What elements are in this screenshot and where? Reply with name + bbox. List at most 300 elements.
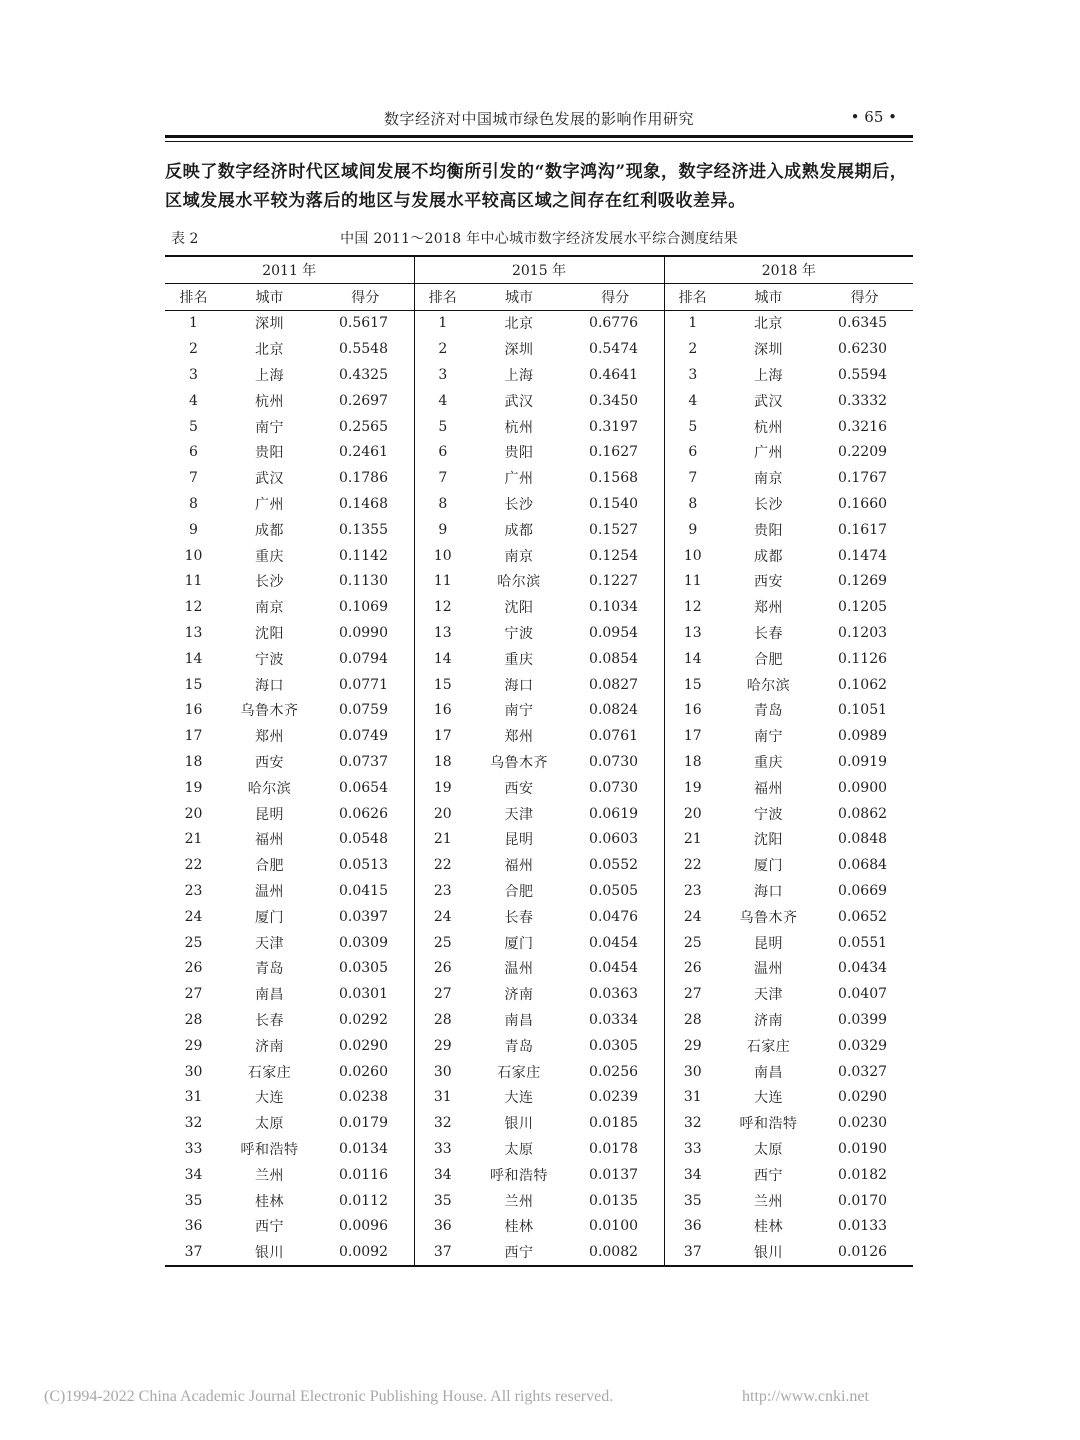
cell-2011-rank: 22 (184, 857, 203, 874)
cell-2015-city: 海口 (504, 677, 534, 694)
cell-2011-score: 0.1786 (317, 465, 414, 491)
cell-2018-city: 西宁 (754, 1167, 784, 1184)
cell-2015-city: 兰州 (504, 1193, 534, 1210)
cell-2015-score: 0.0454 (567, 956, 664, 982)
cell-2011-city: 海口 (255, 677, 284, 694)
column-header-rank: 排名 (165, 283, 222, 310)
cell-2011-city: 合肥 (255, 858, 284, 875)
cell-2018-score: 0.1126 (838, 650, 888, 667)
cell-2015-rank: 26 (433, 960, 452, 977)
cell-2011-rank: 28 (184, 1012, 203, 1028)
column-header-city: 城市 (222, 283, 317, 310)
cell-2011-city: 哈尔滨 (247, 780, 292, 797)
cell-2015-score: 0.6776 (567, 310, 664, 336)
cell-2018-city: 深圳 (754, 342, 784, 359)
cell-2015-rank: 7 (438, 470, 448, 487)
cell-2015-score: 0.0954 (567, 620, 664, 646)
cell-2015-city: 宁波 (504, 626, 534, 643)
cell-2015-score: 0.0603 (567, 827, 664, 853)
cell-2011-rank: 8 (189, 496, 198, 513)
cell-2011-score: 0.0513 (317, 852, 414, 878)
cell-2015-rank: 34 (433, 1166, 452, 1183)
cell-2018-score: 0.0551 (838, 934, 888, 951)
cell-2015-rank: 21 (433, 831, 452, 848)
results-table (165, 255, 913, 1267)
cell-2011-score: 0.0626 (317, 801, 414, 827)
cell-2015-city: 武汉 (504, 393, 534, 410)
cell-2018-score: 0.3216 (838, 418, 888, 435)
footer-url: http://www.cnki.net (742, 1388, 869, 1405)
cell-2015-score: 0.1540 (567, 491, 664, 517)
cell-2018-city: 银川 (754, 1245, 784, 1262)
cell-2011-score: 0.0397 (317, 904, 414, 930)
cell-2018-score: 0.1203 (838, 625, 888, 642)
cell-2015-score: 0.1034 (567, 594, 664, 620)
cell-2018-city: 乌鲁木齐 (739, 909, 798, 926)
cell-2015-rank: 14 (433, 650, 452, 667)
cell-2011-rank: 30 (184, 1063, 203, 1080)
cell-2018-rank: 13 (683, 625, 702, 642)
cell-2015-city: 深圳 (504, 342, 534, 359)
cell-2015-score: 0.1568 (567, 465, 664, 491)
cell-2018-city: 沈阳 (754, 832, 784, 849)
table-row (165, 388, 913, 414)
cell-2018-city: 西安 (754, 574, 784, 591)
cell-2011-rank: 15 (184, 676, 203, 693)
cell-2015-city: 南昌 (504, 1013, 534, 1029)
cell-2015-city: 贵阳 (504, 445, 534, 462)
cell-2011-city: 重庆 (255, 548, 284, 565)
cell-2018-score: 0.0190 (838, 1140, 888, 1157)
cell-2015-rank: 31 (433, 1089, 452, 1106)
cell-2015-city: 合肥 (504, 884, 534, 901)
table-row (165, 749, 913, 775)
cell-2015-city: 郑州 (504, 729, 534, 746)
cell-2011-rank: 24 (184, 908, 203, 925)
cell-2015-rank: 25 (433, 934, 452, 951)
cell-2011-score: 0.0309 (317, 930, 414, 956)
cell-2011-rank: 6 (189, 444, 198, 461)
cell-2018-city: 南昌 (754, 1064, 784, 1081)
cell-2011-rank: 14 (184, 650, 203, 667)
column-header-rank: 排名 (414, 283, 471, 310)
cell-2018-rank: 17 (683, 728, 702, 745)
cell-2011-rank: 26 (184, 960, 203, 977)
cell-2018-city: 北京 (754, 316, 784, 333)
cell-2011-score: 0.1069 (317, 594, 414, 620)
table-row (165, 1033, 913, 1059)
cell-2011-city: 广州 (255, 497, 284, 514)
cell-2011-score: 0.0749 (317, 723, 414, 749)
cell-2018-city: 大连 (754, 1090, 784, 1107)
table-row (165, 543, 913, 569)
cell-2018-score: 0.0290 (838, 1089, 888, 1106)
cell-2015-score: 0.0334 (567, 1007, 664, 1033)
cell-2018-rank: 12 (683, 599, 702, 616)
cell-2015-city: 成都 (504, 522, 534, 539)
page-number: • 65 • (850, 108, 897, 126)
cell-2018-rank: 14 (683, 650, 702, 667)
cell-2018-score: 0.0919 (838, 754, 888, 771)
table-row (165, 956, 913, 982)
cell-2015-score: 0.0730 (567, 775, 664, 801)
cell-2018-rank: 26 (683, 960, 702, 977)
cell-2011-city: 西宁 (255, 1219, 284, 1236)
cell-2011-rank: 21 (184, 831, 203, 848)
cell-2011-score: 0.0260 (317, 1059, 414, 1085)
cell-2018-city: 武汉 (754, 393, 784, 410)
footer-copyright: (C)1994-2022 China Academic Journal Electronic Publishing House. All rights reserved. (44, 1388, 614, 1405)
cell-2015-rank: 4 (438, 392, 448, 409)
cell-2011-city: 石家庄 (247, 1064, 292, 1081)
table-row (165, 310, 913, 336)
cell-2018-score: 0.0230 (838, 1115, 888, 1132)
cell-2011-city: 上海 (255, 368, 284, 385)
cell-2018-city: 太原 (754, 1141, 784, 1158)
cell-2011-rank: 36 (184, 1218, 203, 1235)
cell-2011-score: 0.2461 (317, 440, 414, 466)
cell-2011-rank: 17 (184, 728, 203, 745)
cell-2011-rank: 27 (184, 986, 203, 1003)
cell-2015-rank: 1 (438, 315, 448, 332)
cell-2011-city: 郑州 (255, 729, 284, 746)
cell-2015-rank: 15 (433, 676, 452, 693)
cell-2015-score: 0.3197 (567, 414, 664, 440)
cell-2018-score: 0.0900 (838, 779, 888, 796)
cell-2011-rank: 35 (184, 1192, 203, 1209)
table-row (165, 723, 913, 749)
cell-2011-score: 0.0415 (317, 878, 414, 904)
cell-2011-city: 济南 (255, 1038, 284, 1055)
table-row (165, 594, 913, 620)
cell-2011-rank: 1 (189, 315, 198, 332)
cell-2018-city: 石家庄 (746, 1038, 791, 1055)
cell-2015-score: 0.5474 (567, 336, 664, 362)
cell-2018-city: 厦门 (754, 858, 784, 875)
cell-2018-city: 济南 (754, 1013, 784, 1029)
table-row (165, 827, 913, 853)
body-paragraph: 反映了数字经济时代区域间发展不均衡所引发的“数字鸿沟”现象，数字经济进入成熟发展期后，区域发展水平较为落后的地区与发展水平较高区域之间存在红利吸收差异。 (165, 162, 908, 211)
cell-2011-city: 温州 (255, 884, 284, 901)
cell-2015-city: 天津 (504, 806, 534, 823)
cell-2015-score: 0.0135 (567, 1188, 664, 1214)
cell-2011-score: 0.0301 (317, 981, 414, 1007)
cell-2011-score: 0.0290 (317, 1033, 414, 1059)
cell-2018-rank: 8 (688, 496, 698, 513)
cell-2011-score: 0.2697 (317, 388, 414, 414)
cell-2018-rank: 32 (683, 1115, 702, 1132)
cell-2015-rank: 28 (433, 1012, 452, 1028)
cell-2015-score: 0.0454 (567, 930, 664, 956)
year-header-2011: 2011 年 (165, 256, 414, 283)
cell-2015-score: 0.0854 (567, 646, 664, 672)
cell-2018-rank: 27 (683, 986, 702, 1003)
table-row (165, 672, 913, 698)
cell-2018-city: 南宁 (754, 729, 784, 746)
cell-2018-rank: 9 (688, 521, 698, 538)
cell-2018-city: 哈尔滨 (746, 677, 791, 694)
cell-2018-rank: 6 (688, 444, 698, 461)
table-row (165, 362, 913, 388)
cell-2018-score: 0.0652 (838, 908, 888, 925)
cell-2011-score: 0.0116 (317, 1162, 414, 1188)
cell-2018-score: 0.5594 (838, 367, 888, 384)
cell-2018-rank: 5 (688, 418, 698, 435)
cell-2015-score: 0.0827 (567, 672, 664, 698)
cell-2011-rank: 23 (184, 883, 203, 900)
cell-2015-rank: 18 (433, 754, 452, 771)
cell-2015-rank: 29 (433, 1037, 452, 1054)
cell-2018-score: 0.0669 (838, 883, 888, 900)
cell-2011-rank: 4 (189, 392, 198, 409)
cell-2018-score: 0.0434 (838, 960, 888, 977)
cell-2011-score: 0.0092 (317, 1239, 414, 1266)
cell-2015-city: 石家庄 (497, 1064, 541, 1081)
table-row (165, 1007, 913, 1033)
cell-2011-score: 0.5617 (317, 310, 414, 336)
cell-2018-score: 0.0182 (838, 1166, 888, 1183)
cell-2018-score: 0.1767 (838, 470, 888, 487)
cell-2018-city: 海口 (754, 884, 784, 901)
cell-2018-rank: 11 (683, 573, 702, 590)
cell-2015-city: 西安 (504, 780, 534, 797)
table-row (165, 698, 913, 724)
cell-2011-city: 南宁 (255, 419, 284, 436)
cell-2018-city: 宁波 (754, 806, 784, 823)
cell-2015-city: 长沙 (504, 497, 534, 514)
cell-2015-rank: 32 (433, 1115, 452, 1132)
cell-2018-city: 上海 (754, 368, 784, 385)
cell-2018-city: 贵阳 (754, 522, 784, 539)
cell-2018-rank: 28 (683, 1012, 702, 1028)
table-row (165, 1188, 913, 1214)
column-header-rank: 排名 (664, 283, 721, 310)
cell-2018-score: 0.2209 (838, 444, 888, 461)
cell-2015-score: 0.1527 (567, 517, 664, 543)
table-row (165, 491, 913, 517)
cell-2011-city: 呼和浩特 (240, 1141, 299, 1158)
cell-2018-score: 0.3332 (838, 392, 888, 409)
cell-2018-score: 0.1269 (838, 573, 888, 590)
cell-2011-score: 0.0238 (317, 1085, 414, 1111)
cell-2018-city: 广州 (754, 445, 784, 462)
cell-2018-score: 0.1062 (838, 676, 888, 693)
cell-2015-city: 福州 (504, 858, 534, 875)
table-row (165, 1213, 913, 1239)
cell-2015-rank: 37 (433, 1244, 452, 1261)
cell-2015-score: 0.0824 (567, 698, 664, 724)
cell-2015-score: 0.0185 (567, 1110, 664, 1136)
cell-2015-rank: 23 (433, 883, 452, 900)
table-row (165, 1162, 913, 1188)
cell-2011-score: 0.0771 (317, 672, 414, 698)
cell-2015-score: 0.0505 (567, 878, 664, 904)
table-caption (165, 228, 913, 250)
cell-2011-score: 0.0654 (317, 775, 414, 801)
cell-2015-city: 上海 (504, 368, 534, 385)
cell-2015-rank: 33 (433, 1140, 452, 1157)
cell-2015-score: 0.0363 (567, 981, 664, 1007)
year-header-2018: 2018 年 (664, 256, 913, 283)
cell-2015-rank: 11 (433, 573, 452, 590)
cell-2018-city: 成都 (754, 548, 784, 565)
cell-2011-city: 银川 (255, 1245, 284, 1262)
cell-2018-rank: 18 (683, 754, 702, 771)
cell-2015-city: 广州 (504, 471, 534, 488)
cell-2015-score: 0.0178 (567, 1136, 664, 1162)
cell-2018-score: 0.0862 (838, 805, 888, 822)
cell-2018-rank: 23 (683, 883, 702, 900)
cell-2018-score: 0.0407 (838, 986, 888, 1003)
cell-2018-city: 长沙 (754, 497, 784, 514)
cell-2018-rank: 37 (683, 1244, 702, 1261)
cell-2011-city: 乌鲁木齐 (240, 703, 299, 720)
cell-2018-rank: 20 (683, 805, 702, 822)
cell-2011-score: 0.1142 (317, 543, 414, 569)
cell-2011-rank: 12 (184, 599, 203, 616)
table-row (165, 336, 913, 362)
column-header-score: 得分 (567, 283, 664, 310)
cell-2015-city: 昆明 (504, 832, 534, 849)
cell-2015-score: 0.0619 (567, 801, 664, 827)
cell-2018-city: 桂林 (754, 1219, 784, 1236)
cell-2011-rank: 9 (189, 521, 198, 538)
cell-2011-city: 长春 (255, 1013, 284, 1029)
cell-2018-rank: 33 (683, 1140, 702, 1157)
column-header-row (165, 283, 913, 310)
cell-2018-score: 0.1660 (838, 496, 888, 513)
cell-2018-rank: 24 (683, 908, 702, 925)
cell-2015-score: 0.0305 (567, 1033, 664, 1059)
cell-2018-rank: 25 (683, 934, 702, 951)
cell-2011-score: 0.5548 (317, 336, 414, 362)
cell-2015-city: 沈阳 (504, 600, 534, 617)
cell-2018-score: 0.1474 (838, 547, 888, 564)
table-row (165, 440, 913, 466)
cell-2011-rank: 19 (184, 779, 203, 796)
cell-2018-score: 0.1617 (838, 521, 888, 538)
table-row (165, 981, 913, 1007)
cell-2011-score: 0.0112 (317, 1188, 414, 1214)
cell-2018-rank: 16 (683, 702, 702, 719)
cell-2011-city: 大连 (255, 1090, 284, 1107)
cell-2015-rank: 27 (433, 986, 452, 1003)
table-row (165, 801, 913, 827)
cell-2018-city: 天津 (754, 987, 784, 1004)
table-row (165, 1110, 913, 1136)
table-row (165, 904, 913, 930)
cell-2018-city: 温州 (754, 961, 784, 978)
cell-2018-city: 昆明 (754, 935, 784, 952)
cell-2015-score: 0.1254 (567, 543, 664, 569)
cell-2011-city: 深圳 (255, 316, 284, 333)
table-row (165, 414, 913, 440)
cell-2018-score: 0.0329 (838, 1037, 888, 1054)
cell-2011-rank: 20 (184, 805, 203, 822)
cell-2018-score: 0.6230 (838, 341, 888, 358)
cell-2011-rank: 29 (184, 1037, 203, 1054)
cell-2011-city: 南昌 (255, 987, 284, 1004)
cell-2011-city: 西安 (255, 755, 284, 772)
cell-2011-city: 沈阳 (255, 626, 284, 643)
cell-2018-rank: 19 (683, 779, 702, 796)
cell-2011-city: 成都 (255, 522, 284, 539)
cell-2015-score: 0.0137 (567, 1162, 664, 1188)
cell-2018-rank: 22 (683, 857, 702, 874)
cell-2015-city: 青岛 (504, 1038, 534, 1055)
cell-2011-score: 0.1355 (317, 517, 414, 543)
cell-2018-rank: 10 (683, 547, 702, 564)
cell-2011-rank: 7 (189, 470, 198, 487)
cell-2015-city: 呼和浩特 (490, 1167, 549, 1184)
cell-2018-rank: 4 (688, 392, 698, 409)
cell-2011-city: 太原 (255, 1116, 284, 1133)
table-body (165, 310, 913, 1266)
cell-2011-rank: 10 (184, 547, 203, 564)
cell-2015-city: 乌鲁木齐 (490, 755, 549, 772)
cell-2015-rank: 9 (438, 521, 448, 538)
cell-2018-city: 兰州 (754, 1193, 784, 1210)
cell-2015-rank: 2 (438, 341, 448, 358)
cell-2011-score: 0.1130 (317, 569, 414, 595)
cell-2015-rank: 35 (433, 1192, 452, 1209)
cell-2018-score: 0.6345 (838, 315, 888, 332)
cell-2011-city: 南京 (255, 600, 284, 617)
table-row (165, 1239, 913, 1266)
cell-2011-rank: 34 (184, 1166, 203, 1183)
table-row (165, 775, 913, 801)
cell-2015-score: 0.0256 (567, 1059, 664, 1085)
cell-2015-score: 0.1627 (567, 440, 664, 466)
cell-2011-score: 0.0179 (317, 1110, 414, 1136)
cell-2018-score: 0.0684 (838, 857, 888, 874)
cell-2011-city: 武汉 (255, 471, 284, 488)
column-header-score: 得分 (317, 283, 414, 310)
cell-2011-score: 0.0292 (317, 1007, 414, 1033)
cell-2018-rank: 35 (683, 1192, 702, 1209)
table-row (165, 1085, 913, 1111)
cell-2011-score: 0.2565 (317, 414, 414, 440)
cell-2015-rank: 20 (433, 805, 452, 822)
cell-2018-city: 呼和浩特 (739, 1116, 798, 1133)
cell-2015-rank: 22 (433, 857, 452, 874)
cell-2015-city: 重庆 (504, 651, 534, 668)
table-row (165, 930, 913, 956)
cell-2018-score: 0.0126 (838, 1244, 888, 1261)
cell-2015-score: 0.0082 (567, 1239, 664, 1266)
cell-2015-rank: 6 (438, 444, 448, 461)
cell-2015-city: 长春 (504, 909, 534, 926)
cell-2011-score: 0.0305 (317, 956, 414, 982)
cell-2011-city: 福州 (255, 832, 284, 849)
cell-2018-city: 南京 (754, 471, 784, 488)
cell-2018-city: 合肥 (754, 651, 784, 668)
cell-2018-city: 福州 (754, 780, 784, 797)
cell-2015-city: 西宁 (504, 1245, 534, 1262)
table-row (165, 878, 913, 904)
cell-2011-city: 北京 (255, 342, 284, 359)
table-label: 表 2 (171, 231, 199, 247)
cell-2011-rank: 18 (184, 754, 203, 771)
cell-2018-rank: 29 (683, 1037, 702, 1054)
cell-2015-score: 0.0761 (567, 723, 664, 749)
cell-2015-city: 温州 (504, 961, 534, 978)
table-row (165, 517, 913, 543)
cell-2011-city: 青岛 (255, 961, 284, 978)
cell-2018-rank: 36 (683, 1218, 702, 1235)
cell-2015-city: 太原 (504, 1141, 534, 1158)
cell-2018-rank: 34 (683, 1166, 702, 1183)
